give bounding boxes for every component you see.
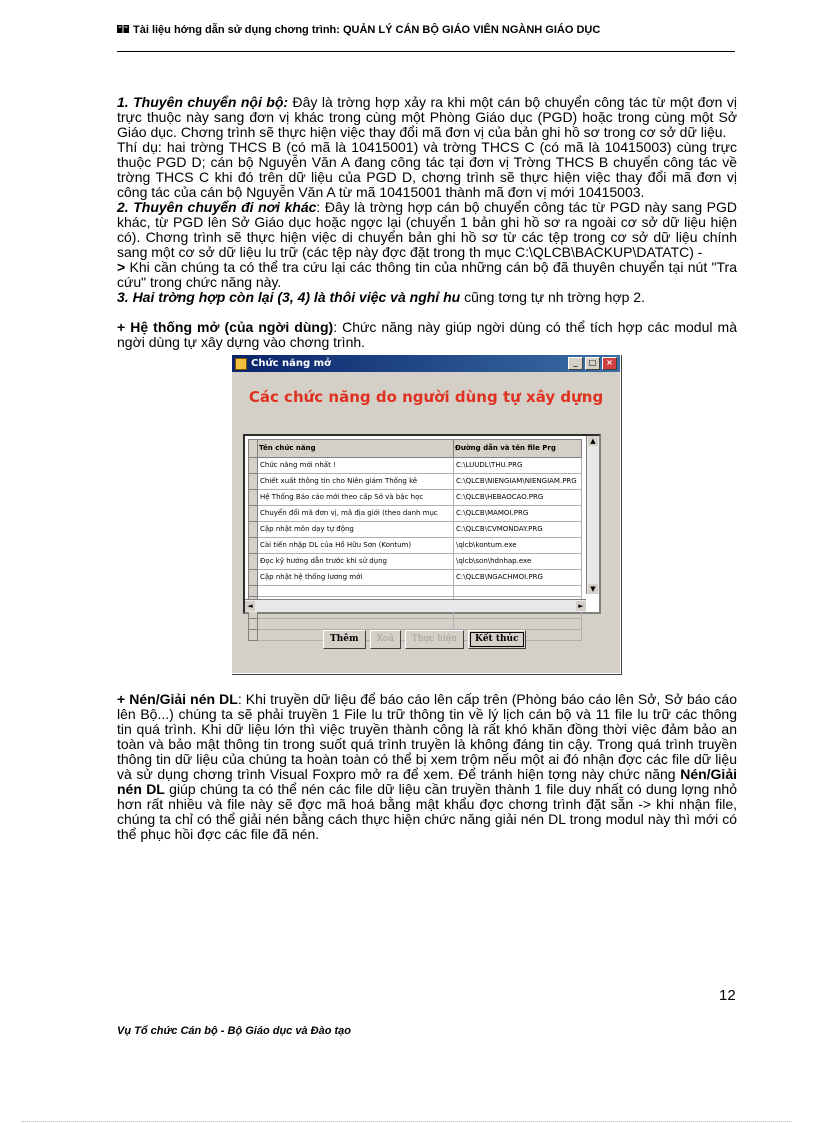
row-selector[interactable] [249, 506, 258, 522]
paragraph-1-example [117, 140, 737, 200]
table-row[interactable] [249, 458, 582, 474]
cell-file-path[interactable]: C:\QLCB\NIENGIAM\NIENGIAM.PRG [454, 474, 582, 490]
page-bottom-divider [22, 1121, 792, 1122]
dialog-button-bar [323, 630, 526, 649]
table-row[interactable] [249, 506, 582, 522]
p1-title: 1. Thuyên chuyển nội bộ: [117, 94, 289, 110]
header-text: Tài liệu hớng dẫn sử dụng chơng trình: QUẢN LÝ CÁN BỘ GIÁO VIÊN NGÀNH GIÁO DỤC [133, 24, 601, 36]
row-selector[interactable] [249, 586, 258, 597]
cell-file-path[interactable]: C:\QLCB\HEBAOCAO.PRG [454, 490, 582, 506]
book-icon [117, 24, 129, 34]
spacer [117, 305, 737, 320]
finish-button[interactable]: Kết thúc [468, 630, 526, 649]
cell-function-name[interactable]: Chuyển đổi mã đơn vị, mã địa giới (theo danh mục [258, 506, 454, 522]
cell-file-path[interactable]: C:\QLCB\MAMOI.PRG [454, 506, 582, 522]
p5-text2: giúp chúng ta có thể nén các file dữ liệu cần truyền thành 1 file duy nhất có dung lợng nhỏ hơn rất nhiều và file này sẽ đợc mã hoá bằng mật khẩu đợc chơng trình đặt sẵn -> khi nhận file, chúng ta chỉ có thể giải nén bằng cách thực hiện chức năng giải nén DL trong modul này thì mới có thể phục hồi đợc các file đã nén. [117, 781, 737, 842]
p1-example: Thí dụ: hai trờng THCS B (có mã là 10415001) và trờng THCS C (có mã là 10415003) cùng trực thuộc PGD D; cán bộ Nguyễn Văn A đang công tác tại đơn vị Trờng THCS B chuyển công tác về trờng THCS C khi đó trên dữ liệu của PGD D, chơng trình sẽ thực hiện việc thay đổi mã đơn vị công tác của cán bộ Nguyễn Văn A từ mã 10415001 thành mã đơn vị mới 10415003. [117, 139, 737, 200]
cell-function-name[interactable]: Hệ Thống Báo cáo mới theo cấp Sở và bậc học [258, 490, 454, 506]
paragraph-2 [117, 200, 737, 290]
column-header-name: Tên chức năng [258, 440, 454, 458]
dialog-title: Chức năng mở [251, 358, 331, 369]
cell-function-name[interactable]: Cài tiến nhập DL của Hồ Hữu Sơn (Kontum) [258, 538, 454, 554]
p4-title: + Hệ thống mở (của ngời dùng) [117, 319, 334, 335]
cell-function-name[interactable]: Cập nhật hệ thống lương mới [258, 570, 454, 586]
scroll-down-icon[interactable]: ▼ [588, 584, 598, 594]
table-row[interactable] [249, 619, 582, 630]
table-row[interactable] [249, 538, 582, 554]
row-selector[interactable] [249, 458, 258, 474]
app-icon [235, 358, 247, 370]
row-selector[interactable] [249, 570, 258, 586]
cell-file-path[interactable]: C:\QLCB\CVMONDAY.PRG [454, 522, 582, 538]
header-divider [117, 51, 735, 52]
column-header-path: Đường dẫn và tên file Prg [454, 440, 582, 458]
p5-bold2: Nén/Giải nén DL [117, 766, 737, 797]
paragraph-4 [117, 320, 737, 350]
table-row[interactable] [249, 586, 582, 597]
scroll-up-icon[interactable]: ▲ [588, 436, 598, 446]
dialog-screenshot [231, 354, 621, 674]
cell-function-name[interactable] [258, 619, 454, 630]
page-footer: Vụ Tổ chức Cán bộ - Bộ Giáo dục và Đào tạo [117, 1025, 351, 1037]
cell-file-path[interactable]: C:\QLCB\NGACHMOI.PRG [454, 570, 582, 586]
row-selector[interactable] [249, 522, 258, 538]
delete-button[interactable]: Xoá [370, 630, 401, 649]
cell-function-name[interactable]: Đọc kỹ hướng dẫn trước khi sử dụng [258, 554, 454, 570]
scroll-left-icon[interactable]: ◄ [245, 601, 255, 611]
p2-arrow: > [117, 259, 130, 275]
paragraph-5 [117, 692, 737, 842]
function-grid[interactable] [243, 434, 601, 614]
cell-function-name[interactable]: Cập nhật môn dạy tự động [258, 522, 454, 538]
cell-function-name[interactable]: Chức năng mới nhất ! [258, 458, 454, 474]
document-body [117, 95, 737, 842]
cell-function-name[interactable] [258, 586, 454, 597]
run-button[interactable]: Thực hiện [405, 630, 464, 649]
add-button[interactable]: Thêm [323, 630, 366, 649]
maximize-icon[interactable]: □ [585, 357, 600, 370]
p2-text2: Khi cần chúng ta có thể tra cứu lại các thông tin của những cán bộ đã thuyên chuyển tại nút "Tra cứu" trong chức năng này. [117, 259, 737, 290]
horizontal-scrollbar[interactable] [245, 599, 586, 612]
minimize-icon[interactable]: _ [568, 357, 583, 370]
page-header [117, 24, 737, 36]
cell-file-path[interactable] [454, 619, 582, 630]
cell-file-path[interactable]: \qlcb\kontum.exe [454, 538, 582, 554]
table-header-row [249, 440, 582, 458]
dialog-heading: Các chức năng do người dùng tự xây dựng [248, 388, 604, 406]
p4-text: : Chức năng này giúp ngời dùng có thể tích hợp các modul mà ngời dùng tự xây dựng vào chơng trình. [117, 319, 737, 350]
paragraph-1 [117, 95, 737, 140]
scroll-right-icon[interactable]: ► [576, 601, 586, 611]
p2-text: : Đây là trờng hợp cán bộ chuyển công tác từ PGD này sang PGD khác, từ PGD lên Sở Giáo dục hoặc ngợc lại (chuyển 1 bản ghi hồ sơ ra ngoài cơ sở dữ liệu hiện có). Chơng trình sẽ thực hiện việc di chuyển bản ghi hồ sơ từ các tệp trong cơ sở dữ liệu chính sang một cơ sở dữ liệu lu trữ (các tệp này đợc đặt trong th mục C:\QLCB\BACKUP\DATATC) - [117, 199, 738, 260]
dialog-titlebar [232, 355, 620, 372]
row-selector[interactable] [249, 538, 258, 554]
page-number: 12 [719, 987, 736, 1004]
paragraph-3 [117, 290, 737, 305]
p1-text: Đây là trờng hợp xảy ra khi một cán bộ chuyển công tác từ một đơn vị trực thuộc này sang đơn vị khác trong cùng một Phòng Giáo dục (PGD) hoặc trong cùng một Sở Giáo dục. Chơng trình sẽ thực hiện việc thay đổi mã đơn vị của bản ghi hồ sơ trong cơ sở dữ liệu. [117, 94, 737, 140]
close-icon[interactable]: × [602, 357, 617, 370]
vertical-scrollbar[interactable] [586, 436, 599, 594]
cell-file-path[interactable]: C:\LUUDL\THU.PRG [454, 458, 582, 474]
table-row[interactable] [249, 522, 582, 538]
p5-text: : Khi truyền dữ liệu để báo cáo lên cấp trên (Phòng báo cáo lên Sở, Sở báo cáo lên Bộ...) chúng ta sẽ phải truyền 1 File lu trữ thông tin về lý lịch cán bộ và 11 file lu trữ các thông tin quá trình. Khi dữ liệu lớn thì việc truyền thành công là rất khó khăn đồng thời việc đảm bảo an toàn và bảo mật thông tin trong suốt quá trình truyền là không đáng tin cậy. Trong quá trình truyền thông tin dữ liệu của chúng ta hoàn toàn có thể bị xem trộm nếu một ai đó nhận đợc các file dữ liệu và sử dụng chơng trình Visual Foxpro mở ra để xem. Để tránh hiện tợng này chức năng [117, 691, 737, 782]
table-row[interactable] [249, 490, 582, 506]
row-selector[interactable] [249, 630, 258, 641]
p3-title: 3. Hai trờng hợp còn lại (3, 4) là thôi việc và nghỉ hu [117, 289, 461, 305]
cell-file-path[interactable]: \qlcb\son\hdnhap.exe [454, 554, 582, 570]
row-selector[interactable] [249, 474, 258, 490]
cell-function-name[interactable]: Chiết xuất thông tin cho Niên giám Thống kê [258, 474, 454, 490]
p3-text: cũng tơng tự nh trờng hợp 2. [460, 289, 645, 305]
row-selector[interactable] [249, 619, 258, 630]
cell-file-path[interactable] [454, 586, 582, 597]
p5-title: + Nén/Giải nén DL [117, 691, 238, 707]
row-selector[interactable] [249, 554, 258, 570]
row-selector[interactable] [249, 490, 258, 506]
p2-title: 2. Thuyên chuyển đi nơi khác [117, 199, 317, 215]
row-selector-header [249, 440, 258, 458]
table-row[interactable] [249, 474, 582, 490]
table-row[interactable] [249, 570, 582, 586]
table-row[interactable] [249, 554, 582, 570]
